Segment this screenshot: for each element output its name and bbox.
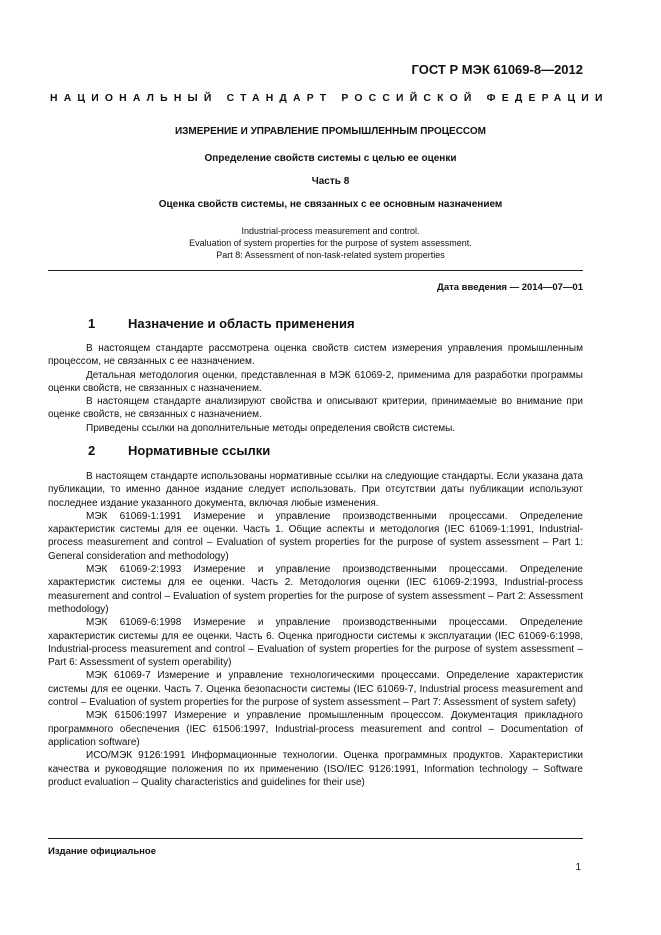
section-1-number: 1 [88,316,96,331]
page-number: 1 [575,862,581,873]
introduction-date: Дата введения — 2014—07—01 [437,282,583,293]
reference-item: МЭК 61069-1:1991 Измерение и управление производственными процессами. Определение характеристик системы для ее оценки. Часть 1. Общие аспекты и методология (IEC 61069-1:1991, Industrial-process measurement and control – Evaluation of system properties for the purpose of system assessment – Part 1: General consideration and methodology) [48,510,583,562]
part-title: Оценка свойств системы, не связанных с ее основным назначением [158,199,503,210]
document-code: ГОСТ Р МЭК 61069-8—2012 [411,62,583,77]
paragraph: Детальная методология оценки, представленная в МЭК 61069-2, применима для разработки программы оценки свойств, не связанных с назначением. [48,369,583,394]
official-edition-label: Издание официальное [48,846,156,857]
section-2-title: Нормативные ссылки [128,443,271,458]
reference-item: МЭК 61069-6:1998 Измерение и управление производственными процессами. Определение характеристик системы для ее оценки. Часть 6. Оценка пригодности системы к эксплуатации (IEC 61069-6:1998, Industrial-process measurement and control – Evaluation of system properties for the purpose of system assessment – Part 6: Assessment of system operability) [48,617,583,669]
english-title-line: Part 8: Assessment of non-task-related system properties [216,250,445,260]
reference-item: ИСО/МЭК 9126:1991 Информационные технологии. Оценка программных продуктов. Характеристики качества и руководящие положения по их применению (ISO/IEC 9126:1991, Information technology – Software product evaluation – Quality characteristics and guidelines for their use) [48,750,583,788]
reference-item: МЭК 61506:1997 Измерение и управление промышленным процессом. Документация прикладного программного обеспечения (IEC 61506:1997, Industrial-process measurement and control – Documentation of application software) [48,710,583,748]
paragraph: В настоящем стандарте использованы нормативные ссылки на следующие стандарты. Если указана дата публикации, то именно данное издание следует использовать. При отсутствии даты публикации используют последнее издание указанного документа, включая любые изменения. [48,471,583,509]
paragraph: Приведены ссылки на дополнительные методы определения свойств системы. [86,422,456,434]
standard-title: НАЦИОНАЛЬНЫЙ СТАНДАРТ РОССИЙСКОЙ ФЕДЕРАЦИИ [50,93,609,104]
english-title-line: Industrial-process measurement and control. [241,226,420,236]
subtitle: Определение свойств системы с целью ее оценки [204,153,457,164]
section-1-title: Назначение и область применения [128,316,355,331]
section-2-body [48,470,583,789]
reference-item: МЭК 61069-7 Измерение и управление технологическими процессами. Определение характеристик системы для ее оценки. Часть 7. Оценка безопасности системы (IEC 61069-7, Industrial process measurement and control – Evaluation of system properties for the purpose of system assessment – Part 7: Assessment of system safety) [48,670,583,709]
bottom-divider [48,838,583,839]
top-divider [48,270,583,271]
section-1-body [48,342,583,435]
section-2-number: 2 [88,443,96,458]
paragraph: В настоящем стандарте анализируют свойства и описывают критерии, принимаемые во внимание при оценке свойств, не связанных с назначением. [48,396,583,421]
english-title-line: Evaluation of system properties for the purpose of system assessment. [189,238,472,248]
main-title: ИЗМЕРЕНИЕ И УПРАВЛЕНИЕ ПРОМЫШЛЕННЫМ ПРОЦЕССОМ [174,126,487,137]
paragraph: В настоящем стандарте рассмотрена оценка свойств систем измерения управления промышленным процессом, не связанных с ее назначением. [48,343,583,368]
english-title-block [0,225,661,261]
reference-item: МЭК 61069-2:1993 Измерение и управление производственными процессами. Определение характеристик системы для ее оценки. Часть 2. Методология оценки (IEC 61069-2:1993, Industrial-process measurement and control – Evaluation of system properties for the purpose of system assessment – Part 2: Assessment methodology) [48,564,583,615]
part-number: Часть 8 [311,176,350,187]
